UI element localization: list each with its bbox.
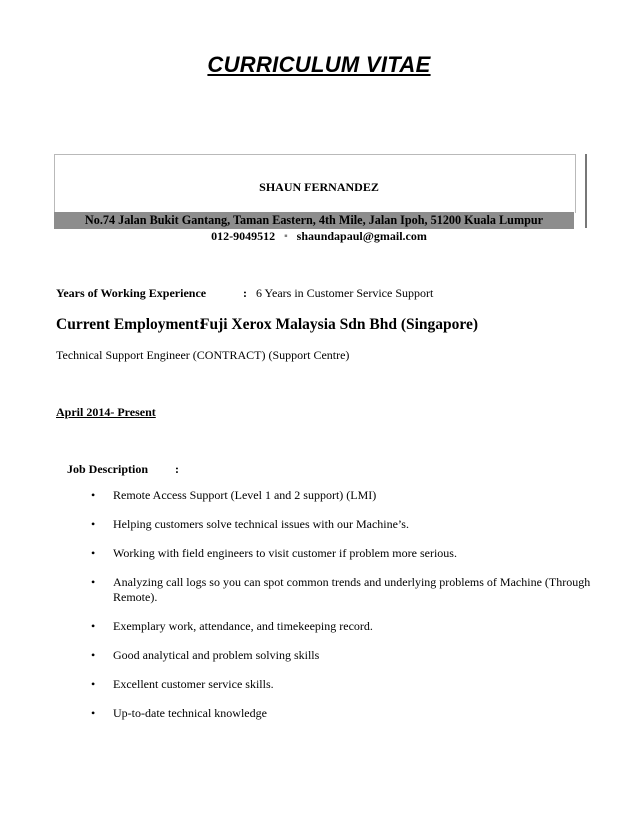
list-item: [92, 648, 592, 663]
bullet-icon: •: [91, 517, 96, 531]
candidate-name: SHAUN FERNANDEZ: [259, 180, 379, 194]
list-item: [92, 677, 592, 692]
list-item: [92, 488, 592, 503]
list-item: [92, 517, 592, 532]
list-item-text: Working with field engineers to visit customer if problem more serious.: [113, 546, 457, 560]
experience-colon: :: [243, 286, 247, 300]
phone-number: 012-9049512: [211, 229, 276, 243]
list-item: [92, 575, 592, 605]
position-title: Technical Support Engineer (CONTRACT) (Support Centre): [56, 348, 350, 362]
list-item-text: Up-to-date technical knowledge: [113, 706, 267, 720]
bullet-icon: •: [91, 619, 96, 633]
bullet-icon: •: [91, 677, 96, 691]
bullet-icon: •: [91, 488, 96, 502]
list-item: [92, 546, 592, 561]
list-item-text: Remote Access Support (Level 1 and 2 support) (LMI): [113, 488, 377, 502]
list-item-text: Exemplary work, attendance, and timekeeping record.: [113, 619, 373, 633]
employment-label: Current Employment:: [56, 316, 205, 333]
contact-line: [0, 229, 638, 244]
list-item-text: Excellent customer service skills.: [113, 677, 274, 691]
bullet-icon: •: [91, 546, 96, 560]
bullet-icon: •: [91, 648, 96, 662]
address-bar: [54, 212, 574, 229]
list-item-text: Analyzing call logs so you can spot common trends and underlying problems of Machine (Through Remote).: [113, 575, 591, 604]
list-item: [92, 619, 592, 634]
employment-period: April 2014- Present: [56, 405, 156, 419]
employment-company: Fuji Xerox Malaysia Sdn Bhd (Singapore): [200, 316, 479, 333]
address-text: No.74 Jalan Bukit Gantang, Taman Eastern, 4th Mile, Jalan Ipoh, 51200 Kuala Lumpur: [84, 213, 544, 227]
list-item-text: Good analytical and problem solving skills: [113, 648, 320, 662]
job-description-colon: :: [175, 462, 179, 476]
experience-label: Years of Working Experience: [56, 286, 207, 300]
list-item-text: Helping customers solve technical issues with our Machine’s.: [113, 517, 409, 531]
duties-list: [92, 488, 592, 735]
document-title: CURRICULUM VITAE: [207, 52, 431, 77]
job-description-label: Job Description: [67, 462, 148, 476]
experience-value: 6 Years in Customer Service Support: [256, 286, 434, 300]
bullet-icon: •: [91, 706, 96, 720]
separator-square-icon: ▪: [284, 231, 288, 242]
email-address: shaundapaul@gmail.com: [296, 229, 427, 243]
bullet-icon: •: [91, 575, 96, 589]
list-item: [92, 706, 592, 721]
